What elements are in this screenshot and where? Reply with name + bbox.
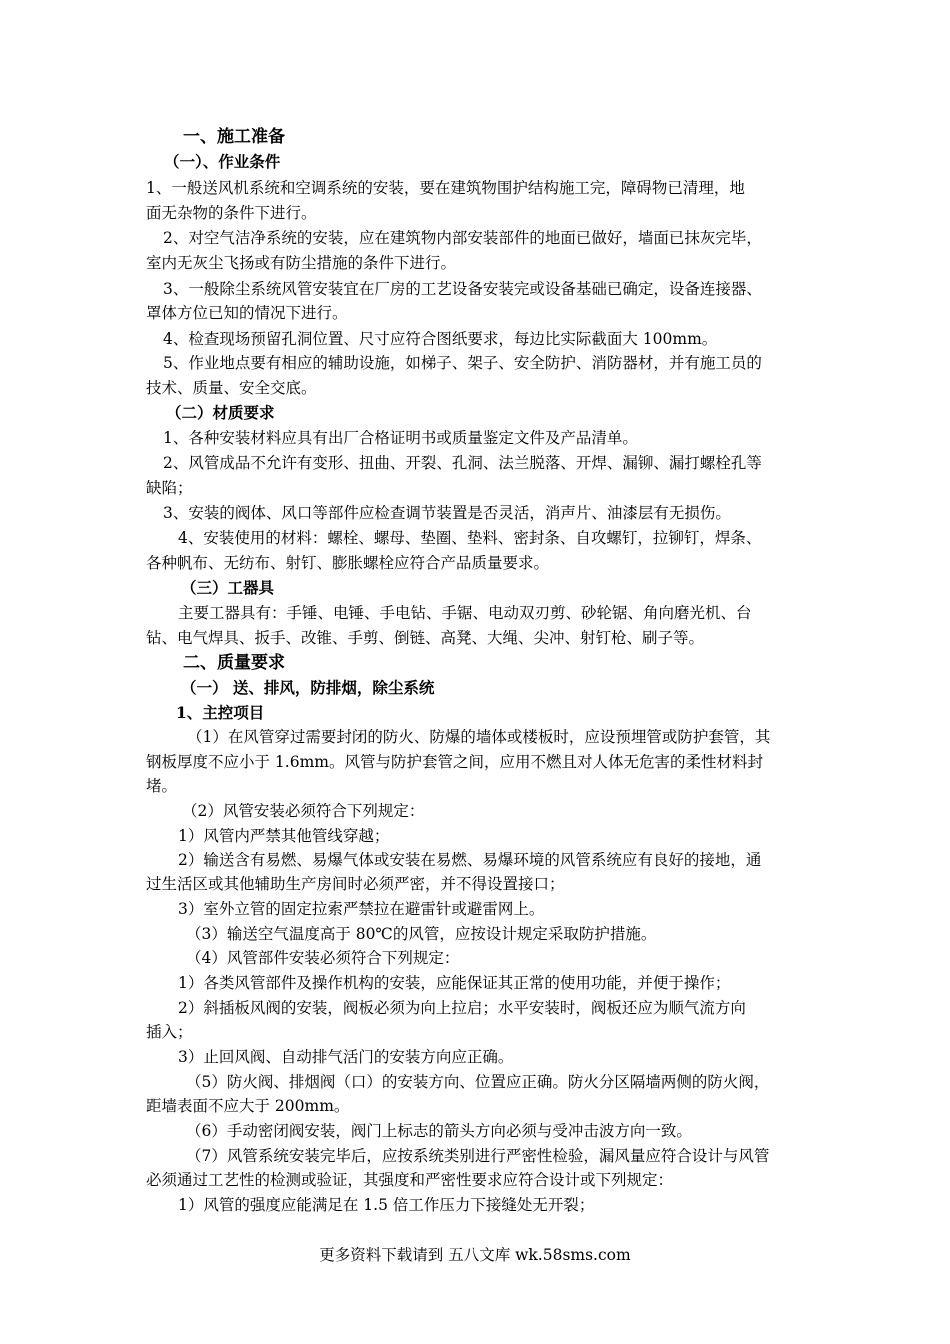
paragraph-line: 技术、质量、安全交底。 (146, 379, 317, 397)
paragraph-line: 1）风管的强度应能满足在 1.5 倍工作压力下接缝处无开裂； (178, 1196, 595, 1214)
section-heading: 二、质量要求 (183, 653, 285, 673)
paragraph-line: 主要工器具有：手锤、电锤、手电钻、手锯、电动双刃剪、砂轮锯、角向磨光机、台 (178, 604, 752, 622)
paragraph-line: 罩体方位已知的情况下进行。 (146, 304, 348, 322)
paragraph-line: 1、各种安装材料应具有出厂合格证明书或质量鉴定文件及产品清单。 (163, 429, 638, 447)
subsection-heading: 1、主控项目 (176, 703, 265, 722)
paragraph-line: 插入； (146, 1023, 193, 1041)
paragraph-line: 2）斜插板风阀的安装，阀板必须为向上拉启；水平安装时，阀板还应为顺气流方向 (178, 999, 746, 1017)
subsection-heading: （一） 送、排风，防排烟，除尘系统 (181, 678, 435, 697)
paragraph-line: （3）输送空气温度高于 80℃的风管，应按设计规定采取防护措施。 (186, 925, 657, 943)
paragraph-line: 缺陷； (146, 479, 193, 497)
footer-text: 更多资料下载请到 五八文库 wk.58sms.com (319, 1246, 631, 1264)
section-heading: 一、施工准备 (183, 127, 285, 147)
paragraph-line: 3）止回风阀、自动排气活门的安装方向应正确。 (178, 1048, 514, 1066)
paragraph-line: 1）风管内严禁其他管线穿越； (178, 827, 390, 845)
paragraph-line: 2）输送含有易燃、易爆气体或安装在易燃、易爆环境的风管系统应有良好的接地，通 (178, 851, 762, 869)
paragraph-line: （2）风管安装必须符合下列规定： (182, 802, 425, 820)
paragraph-line: 钻、电气焊具、扳手、改锥、手剪、倒链、高凳、大绳、尖冲、射钉枪、刷子等。 (146, 629, 705, 647)
paragraph-line: （7）风管系统安装完毕后，应按系统类别进行严密性检验，漏风量应符合设计与风管 (186, 1147, 770, 1165)
paragraph-line: 3）室外立管的固定拉索严禁拉在避雷针或避雷网上。 (178, 900, 545, 918)
paragraph-line: 面无杂物的条件下进行。 (146, 204, 317, 222)
paragraph-line: 4、安装使用的材料：螺栓、螺母、垫圈、垫料、密封条、自攻螺钉，拉铆钉，焊条、 (178, 529, 762, 547)
subsection-heading: （一）、作业条件 (164, 152, 281, 171)
subsection-heading: （二）材质要求 (166, 403, 275, 422)
paragraph-line: 3、安装的阀体、风口等部件应检查调节装置是否灵活，消声片、油漆层有无损伤。 (163, 504, 731, 522)
paragraph-line: 堵。 (146, 777, 178, 795)
paragraph-line: 钢板厚度不应小于 1.6mm。风管与防护套管之间，应用不燃且对人体无危害的柔性材料封 (146, 753, 763, 771)
paragraph-line: 5、作业地点要有相应的辅助设施，如梯子、架子、安全防护、消防器材，并有施工员的 (163, 354, 762, 372)
paragraph-line: （4）风管部件安装必须符合下列规定： (186, 949, 460, 967)
paragraph-line: 1、一般送风机系统和空调系统的安装，要在建筑物围护结构施工完，障碍物已清理，地 (146, 179, 745, 197)
paragraph-line: 距墙表面不应大于 200mm。 (146, 1097, 350, 1115)
paragraph-line: 必须通过工艺性的检测或验证，其强度和严密性要求应符合设计或下列规定： (146, 1171, 674, 1189)
paragraph-line: 2、对空气洁净系统的安装，应在建筑物内部安装部件的地面已做好，墙面已抹灰完毕， (163, 229, 762, 247)
paragraph-line: 各种帆布、无纺布、射钉、膨胀螺栓应符合产品质量要求。 (146, 554, 550, 572)
paragraph-line: 2、风管成品不允许有变形、扭曲、开裂、孔洞、法兰脱落、开焊、漏铆、漏打螺栓孔等 (163, 454, 762, 472)
paragraph-line: 1）各类风管部件及操作机构的安装，应能保证其正常的使用功能，并便于操作； (178, 974, 731, 992)
paragraph-line: （6）手动密闭阀安装，阀门上标志的箭头方向必须与受冲击波方向一致。 (186, 1122, 692, 1140)
paragraph-line: （5）防火阀、排烟阀（口）的安装方向、位置应正确。防火分区隔墙两侧的防火阀， (186, 1073, 770, 1091)
paragraph-line: 过生活区或其他辅助生产房间时必须严密，并不得设置接口； (146, 875, 565, 893)
paragraph-line: （1）在风管穿过需要封闭的防火、防爆的墙体或楼板时，应设预埋管或防护套管，其 (187, 728, 771, 746)
paragraph-line: 3、一般除尘系统风管安装宜在厂房的工艺设备安装完或设备基础已确定，设备连接器、 (163, 280, 762, 298)
paragraph-line: 室内无灰尘飞扬或有防尘措施的条件下进行。 (146, 254, 457, 272)
paragraph-line: 4、检查现场预留孔洞位置、尺寸应符合图纸要求，每边比实际截面大 100mm。 (163, 330, 718, 348)
subsection-heading: （三）工器具 (181, 578, 275, 597)
